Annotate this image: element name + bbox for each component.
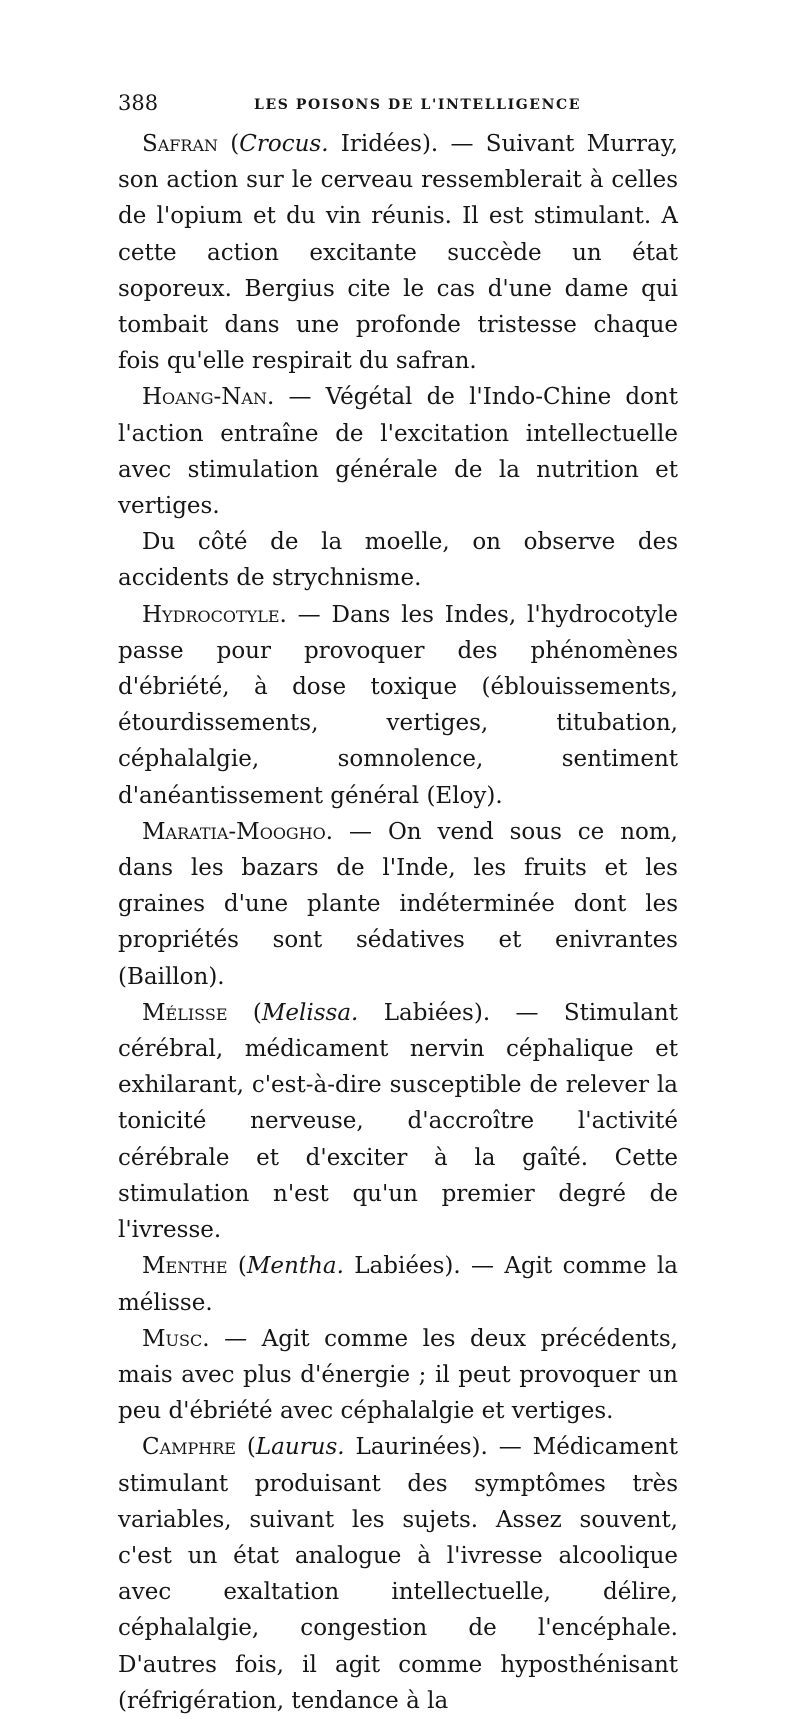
running-title: LES POISONS DE L'INTELLIGENCE <box>254 97 581 113</box>
entry-head: Hoang-Nan <box>142 384 267 411</box>
entry-text: Labiées). — Agit comme la mélisse. <box>118 1253 678 1316</box>
entry-text: . — On vend sous ce nom, dans les bazars de l'Inde, les fruits et les graines d'une plante indéterminée dont les propriétés sont sédatives et enivrantes (Baillon). <box>118 818 678 990</box>
entry-latin-name: Melissa. <box>261 999 359 1026</box>
entry-head: Camphre <box>142 1434 236 1461</box>
entry-hydrocotyle <box>118 597 678 814</box>
entry-head: Mélisse <box>142 999 228 1026</box>
entry-safran <box>118 126 678 379</box>
entry-text: Iridées). — Suivant Murray, son action sur le cerveau ressemblerait à celles de l'opium et du vin réunis. Il est stimulant. A cette action excitante succède un état soporeux. Bergius cite le cas d'une dame qui tombait dans une profonde tristesse chaque fois qu'elle respirait du safran. <box>118 131 678 375</box>
entry-text: Laurinées). — Médicament stimulant produisant des symptômes très variables, suivant les sujets. Assez souvent, c'est un état analogue à l'ivresse alcoolique avec exaltation intellectuelle, délire, céphalalgie, congestion de l'encéphale. D'autres fois, il agit comme hyposthénisant (réfrigération, tendance à la <box>118 1434 678 1714</box>
entry-text: . — Agit comme les deux précédents, mais avec plus d'énergie ; il peut provoquer un peu d'ébriété avec céphalalgie et vertiges. <box>118 1325 678 1425</box>
entry-latin-name: Mentha. <box>246 1253 344 1280</box>
entry-camphre <box>118 1429 678 1719</box>
entry-text: Labiées). — Stimulant cérébral, médicament nervin céphalique et exhilarant, c'est-à-dire susceptible de relever la tonicité nerveuse, d'accroître l'activité cérébrale et d'exciter à la gaîté. Cette stimulation n'est qu'un premier degré de l'ivresse. <box>118 999 678 1244</box>
entry-head: Menthe <box>142 1253 228 1280</box>
page-number: 388 <box>118 91 159 115</box>
entry-pre: ( <box>235 1434 256 1461</box>
entry-melisse <box>118 995 678 1248</box>
entry-pre: ( <box>218 131 240 157</box>
entry-head: Musc <box>142 1325 203 1352</box>
entry-latin-name: Crocus. <box>239 131 329 157</box>
entry-menthe <box>118 1248 678 1320</box>
page-header <box>118 88 678 118</box>
paragraph-strychnisme <box>118 524 678 596</box>
entry-pre: ( <box>227 1253 247 1280</box>
entry-text: . — Végétal de l'Indo-Chine dont l'action entraîne de l'excitation intellectuelle avec stimulation générale de la nutrition et vertiges. <box>118 384 678 520</box>
entry-text: . — Dans les Indes, l'hydrocotyle passe pour provoquer des phénomènes d'ébriété, à dose toxique (éblouissements, étourdissements, vertiges, titubation, céphalalgie, somnolence, sentiment d'anéantissement général (Eloy). <box>118 601 678 809</box>
entry-musc <box>118 1321 678 1430</box>
body-text <box>118 126 678 1719</box>
entry-maratia-moogho <box>118 814 678 995</box>
entry-text: Du côté de la moelle, on observe des accidents de strychnisme. <box>118 529 678 592</box>
entry-latin-name: Laurus. <box>255 1434 345 1461</box>
entry-head: Maratia-Moogho <box>142 818 326 845</box>
entry-hoang-nan <box>118 379 678 524</box>
entry-head: Safran <box>142 131 219 157</box>
book-page <box>118 88 678 1719</box>
entry-pre: ( <box>227 999 262 1026</box>
entry-head: Hydrocotyle <box>142 601 280 628</box>
